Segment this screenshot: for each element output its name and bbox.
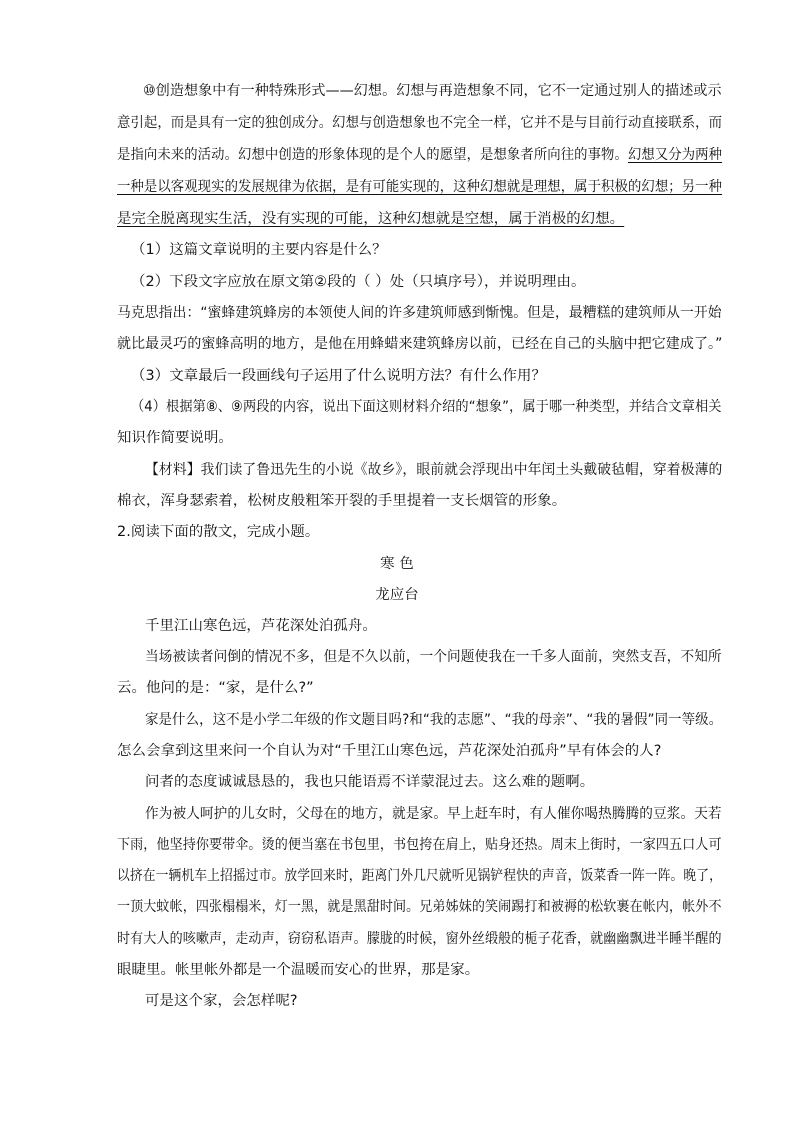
essay-paragraph-2-line-1: 家是什么，这不是小学二年级的作文题目吗?和“我的志愿”、“我的母亲”、“我的暑假”同一等级。	[145, 712, 723, 728]
question-2: （2）下段文字应放在原文第②段的（ ）处（只填序号），并说明理由。	[131, 274, 586, 290]
underlined-sentence-line-2: 一种是以客观现实的发展规律为依据，是有可能实现的，这种幻想就是理想，属于积极的幻想；另一种	[117, 179, 723, 195]
essay-paragraph-3: 问者的态度诚诚恳恳的，我也只能语焉不详蒙混过去。这么难的题啊。	[145, 774, 595, 790]
task-2-instruction: 2.阅读下面的散文，完成小题。	[117, 524, 320, 540]
paragraph-10-plain-text: 是指向未来的活动。幻想中创造的形象体现的是个人的愿望，是想象者所向往的事物。	[117, 147, 628, 163]
essay-paragraph-4-line-4: 一顶大蚊帐，四张榻榻米，灯一黑，就是黑甜时间。兄弟姊妹的笑闹踢打和被褥的松软裹在帐内，帐外不	[117, 899, 722, 915]
essay-paragraph-2-line-2: 怎么会拿到这里来问一个自认为对“千里江山寒色远，芦花深处泊孤舟”早有体会的人?	[117, 743, 662, 759]
essay-paragraph-4-line-1: 作为被人呵护的儿女时，父母在的地方，就是家。早上赶车时，有人催你喝热腾腾的豆浆。天若	[145, 806, 722, 822]
essay-paragraph-4-line-6: 眼睫里。帐里帐外都是一个温暖而安心的世界，那是家。	[117, 962, 480, 978]
marx-quote-line-2: 就比最灵巧的蜜蜂高明的地方，是他在用蜂蜡来建筑蜂房以前，已经在自己的头脑中把它建成了。”	[117, 336, 723, 352]
essay-paragraph-1-line-2: 云。他问的是：“家，是什么?”	[117, 680, 314, 696]
essay-author: 龙应台	[375, 587, 419, 603]
essay-paragraph-4-line-3: 以挤在一辆机车上招摇过市。放学回来时，距离门外几尺就听见锅铲程快的声音，饭菜香一阵一阵。晚了，	[117, 868, 723, 884]
question-1: （1）这篇文章说明的主要内容是什么？	[131, 242, 387, 258]
question-4-line-1: （4）根据第⑧、⑨两段的内容，说出下面这则材料介绍的“想象”，属于哪一种类型，并结合文章相关	[131, 399, 722, 415]
paragraph-10-line-2: 意引起，而是具有一定的独创成分。幻想与创造想象也不完全一样，它并不是与目前行动直接联系，而	[117, 115, 723, 131]
question-3: （3）文章最后一段画线句子运用了什么说明方法？有什么作用？	[131, 368, 546, 384]
material-line-1: 【材料】我们读了鲁迅先生的小说《故乡》，眼前就会浮现出中年闰土头戴破毡帽，穿着极薄的	[145, 462, 723, 478]
paragraph-10-line-3	[117, 145, 722, 165]
paragraph-10-line-1: ⑩创造想象中有一种特殊形式——幻想。幻想与再造想象不同，它不一定通过别人的描述或示	[143, 83, 722, 99]
essay-paragraph-4-line-2: 下雨，他坚持你要带伞。烫的便当塞在书包里，书包挎在肩上，贴身还热。周末上街时，一家四五口人可	[117, 837, 722, 853]
essay-opening-poem: 千里江山寒色远，芦花深处泊孤舟。	[145, 618, 377, 634]
marx-quote-line-1: 马克思指出：“蜜蜂建筑蜂房的本领使人间的许多建筑师感到惭愧。但是，最糟糕的建筑师从一开始	[117, 305, 722, 321]
essay-paragraph-1-line-1: 当场被读者问倒的情况不多，但是不久以前，一个问题使我在一千多人面前，突然支吾，不知所	[145, 649, 722, 665]
material-line-2: 棉衣，浑身瑟索着，松树皮般粗笨开裂的手里提着一支长烟管的形象。	[117, 493, 567, 509]
essay-title: 寒 色	[380, 556, 414, 572]
essay-paragraph-5: 可是这个家，会怎样呢?	[145, 993, 298, 1009]
essay-paragraph-4-line-5: 时有大人的咳嗽声，走动声，窃窃私语声。朦胧的时候，窗外丝缎般的栀子花香，就幽幽飘进半睡半醒的	[117, 931, 722, 947]
question-4-line-2: 知识作简要说明。	[117, 430, 233, 446]
underlined-sentence-start: 幻想又分为两种	[627, 147, 723, 163]
underlined-sentence-line-3: 是完全脱离现实生活，没有实现的可能，这种幻想就是空想，属于消极的幻想。	[117, 211, 625, 227]
